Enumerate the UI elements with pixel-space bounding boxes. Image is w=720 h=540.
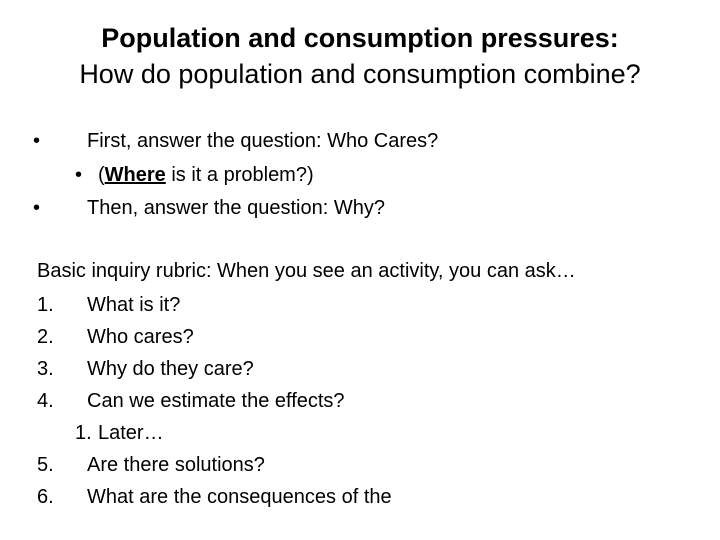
rubric-item-text: Are there solutions? xyxy=(87,454,265,476)
rubric-item-text: What are the consequences of the xyxy=(87,486,392,508)
bullet-text: Then, answer the question: Why? xyxy=(87,197,385,219)
rubric-sub-item-number: 1. xyxy=(75,422,92,444)
rubric-item-text: Who cares? xyxy=(87,326,194,348)
rubric-item-number: 2. xyxy=(37,326,54,348)
rubric-item-number: 6. xyxy=(37,486,54,508)
title-line-1: Population and consumption pressures: xyxy=(101,23,619,53)
rubric-item-text: Can we estimate the effects? xyxy=(87,390,345,412)
rubric-item-text: What is it? xyxy=(87,294,181,316)
rubric-item-text: Why do they care? xyxy=(87,358,254,380)
sub-bullet-text xyxy=(98,162,314,189)
sub-bullet-icon: • xyxy=(75,164,83,186)
title-line-2: How do population and consumption combine? xyxy=(79,59,641,89)
sub-bullet-open-paren: ( xyxy=(98,164,105,186)
bullet-text: First, answer the question: Who Cares? xyxy=(87,130,439,152)
sub-bullet-emphasis: Where xyxy=(104,164,166,186)
slide-title xyxy=(0,20,720,92)
bullet-icon: • xyxy=(33,197,41,219)
rubric-sub-item-text: Later… xyxy=(98,422,164,444)
rubric-item-number: 5. xyxy=(37,454,54,476)
rubric-intro: Basic inquiry rubric: When you see an activity, you can ask… xyxy=(37,260,576,282)
bullet-icon: • xyxy=(33,130,41,152)
rubric-item-number: 4. xyxy=(37,390,54,412)
rubric-item-number: 3. xyxy=(37,358,54,380)
sub-bullet-rest: is it a problem?) xyxy=(165,164,314,186)
rubric-item-number: 1. xyxy=(37,294,54,316)
